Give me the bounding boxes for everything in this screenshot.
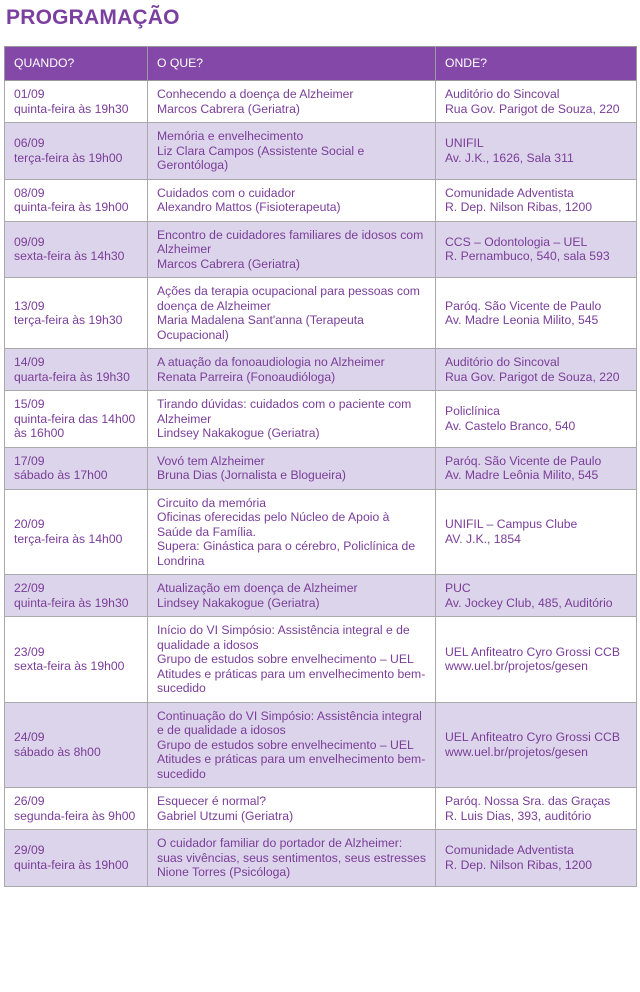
cell-what: Atualização em doença de Alzheimer Lindsey Nakakogue (Geriatra) [148, 575, 436, 617]
cell-when: 09/09 sexta-feira às 14h30 [5, 221, 148, 278]
cell-when: 24/09 sábado às 8h00 [5, 702, 148, 788]
cell-what: Continuação do VI Simpósio: Assistência integral e de qualidade a idosos Grupo de estudos sobre envelhecimento – UEL Atitudes e práticas para um envelhecimento bem-sucedido [148, 702, 436, 788]
cell-what: Memória e envelhecimento Liz Clara Campos (Assistente Social e Gerontóloga) [148, 123, 436, 180]
cell-where: Paróq. São Vicente de Paulo Av. Madre Leônia Milito, 545 [436, 447, 637, 489]
cell-when: 06/09 terça-feira às 19h00 [5, 123, 148, 180]
header-where: ONDE? [436, 47, 637, 81]
cell-when: 17/09 sábado às 17h00 [5, 447, 148, 489]
table-row [5, 447, 637, 489]
table-row [5, 278, 637, 349]
table-row [5, 617, 637, 703]
cell-what: Tirando dúvidas: cuidados com o paciente com Alzheimer Lindsey Nakakogue (Geriatra) [148, 391, 436, 448]
cell-where: UNIFIL – Campus Clube AV. J.K., 1854 [436, 489, 637, 575]
table-row [5, 391, 637, 448]
cell-when: 22/09 quinta-feira às 19h30 [5, 575, 148, 617]
cell-when: 23/09 sexta-feira às 19h00 [5, 617, 148, 703]
header-row [5, 47, 637, 81]
cell-where: PUC Av. Jockey Club, 485, Auditório [436, 575, 637, 617]
cell-what: Conhecendo a doença de Alzheimer Marcos Cabrera (Geriatra) [148, 81, 436, 123]
cell-where: Paróq. São Vicente de Paulo Av. Madre Leonia Milito, 545 [436, 278, 637, 349]
cell-when: 01/09 quinta-feira às 19h30 [5, 81, 148, 123]
cell-where: Policlínica Av. Castelo Branco, 540 [436, 391, 637, 448]
table-body [5, 81, 637, 887]
table-row [5, 788, 637, 830]
cell-where: Auditório do Sincoval Rua Gov. Parigot de Souza, 220 [436, 81, 637, 123]
table-row [5, 123, 637, 180]
cell-what: Circuito da memória Oficinas oferecidas pelo Núcleo de Apoio à Saúde da Família. Supera: Ginástica para o cérebro, Policlínica de Londrina [148, 489, 436, 575]
cell-where: UEL Anfiteatro Cyro Grossi CCB www.uel.br/projetos/gesen [436, 702, 637, 788]
cell-where: UNIFIL Av. J.K., 1626, Sala 311 [436, 123, 637, 180]
cell-what: O cuidador familiar do portador de Alzheimer: suas vivências, seus sentimentos, seus estresses Nione Torres (Psicóloga) [148, 830, 436, 887]
page-title: PROGRAMAÇÃO [6, 6, 180, 29]
table-row [5, 179, 637, 221]
table-row [5, 489, 637, 575]
cell-where: UEL Anfiteatro Cyro Grossi CCB www.uel.br/projetos/gesen [436, 617, 637, 703]
header-what: O QUE? [148, 47, 436, 81]
table-row [5, 81, 637, 123]
schedule-table [4, 46, 637, 887]
cell-when: 20/09 terça-feira às 14h00 [5, 489, 148, 575]
cell-when: 14/09 quarta-feira às 19h30 [5, 349, 148, 391]
table-row [5, 575, 637, 617]
cell-where: CCS – Odontologia – UEL R. Pernambuco, 540, sala 593 [436, 221, 637, 278]
cell-when: 08/09 quinta-feira às 19h00 [5, 179, 148, 221]
cell-when: 26/09 segunda-feira às 9h00 [5, 788, 148, 830]
cell-what: Esquecer é normal? Gabriel Utzumi (Geriatra) [148, 788, 436, 830]
header-when: QUANDO? [5, 47, 148, 81]
cell-where: Paróq. Nossa Sra. das Graças R. Luis Dias, 393, auditório [436, 788, 637, 830]
cell-what: Encontro de cuidadores familiares de idosos com Alzheimer Marcos Cabrera (Geriatra) [148, 221, 436, 278]
cell-what: Ações da terapia ocupacional para pessoas com doença de Alzheimer Maria Madalena Sant'anna (Terapeuta Ocupacional) [148, 278, 436, 349]
cell-what: A atuação da fonoaudiologia no Alzheimer Renata Parreira (Fonoaudióloga) [148, 349, 436, 391]
cell-where: Comunidade Adventista R. Dep. Nilson Ribas, 1200 [436, 179, 637, 221]
table-row [5, 221, 637, 278]
cell-where: Auditório do Sincoval Rua Gov. Parigot de Souza, 220 [436, 349, 637, 391]
cell-what: Vovó tem Alzheimer Bruna Dias (Jornalista e Blogueira) [148, 447, 436, 489]
cell-when: 29/09 quinta-feira às 19h00 [5, 830, 148, 887]
table-row [5, 830, 637, 887]
table-row [5, 702, 637, 788]
table-header [5, 47, 637, 81]
table-row [5, 349, 637, 391]
cell-what: Início do VI Simpósio: Assistência integral e de qualidade a idosos Grupo de estudos sobre envelhecimento – UEL Atitudes e práticas para um envelhecimento bem-sucedido [148, 617, 436, 703]
cell-where: Comunidade Adventista R. Dep. Nilson Ribas, 1200 [436, 830, 637, 887]
cell-when: 15/09 quinta-feira das 14h00 às 16h00 [5, 391, 148, 448]
cell-what: Cuidados com o cuidador Alexandro Mattos (Fisioterapeuta) [148, 179, 436, 221]
cell-when: 13/09 terça-feira às 19h30 [5, 278, 148, 349]
